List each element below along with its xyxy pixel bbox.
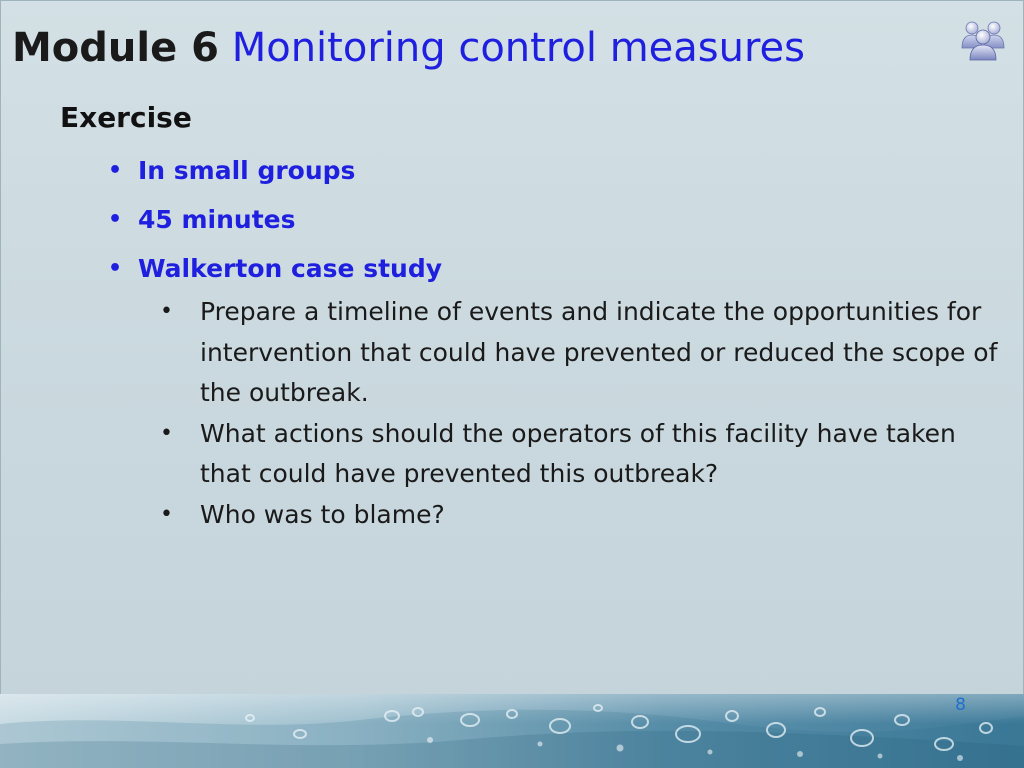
list-item <box>108 150 988 199</box>
section-heading: Exercise <box>60 101 192 134</box>
list-item <box>108 199 988 248</box>
bullet-marker: • <box>160 501 173 527</box>
bullet-marker: • <box>160 299 173 324</box>
sub-list-item <box>158 414 998 495</box>
primary-bullet-list <box>108 150 988 297</box>
bullet-marker: • <box>108 207 123 232</box>
sub-list-item-text: What actions should the operators of this facility have taken that could have prevented this outbreak? <box>200 418 956 488</box>
bullet-marker: • <box>108 158 123 183</box>
sub-list-item-text: Prepare a timeline of events and indicate the opportunities for intervention that could have prevented or reduced the scope of the outbreak. <box>200 297 998 407</box>
group-of-people-icon <box>958 18 1008 62</box>
title-module-label: Module 6 <box>12 25 219 71</box>
list-item-text: Walkerton case study <box>138 254 443 283</box>
sub-list-item-text: Who was to blame? <box>200 499 445 529</box>
page-number: 8 <box>955 695 966 715</box>
sub-list-item <box>158 292 998 414</box>
list-item-text: In small groups <box>138 156 356 185</box>
list-item <box>108 248 988 297</box>
bullet-marker: • <box>108 256 123 281</box>
slide-title <box>12 22 805 74</box>
title-topic: Monitoring control measures <box>231 25 805 71</box>
list-item-text: 45 minutes <box>138 205 296 234</box>
bullet-marker: • <box>160 420 173 446</box>
sub-list-item <box>158 495 998 536</box>
secondary-bullet-list <box>158 292 998 535</box>
water-splash-footer <box>0 694 1024 768</box>
